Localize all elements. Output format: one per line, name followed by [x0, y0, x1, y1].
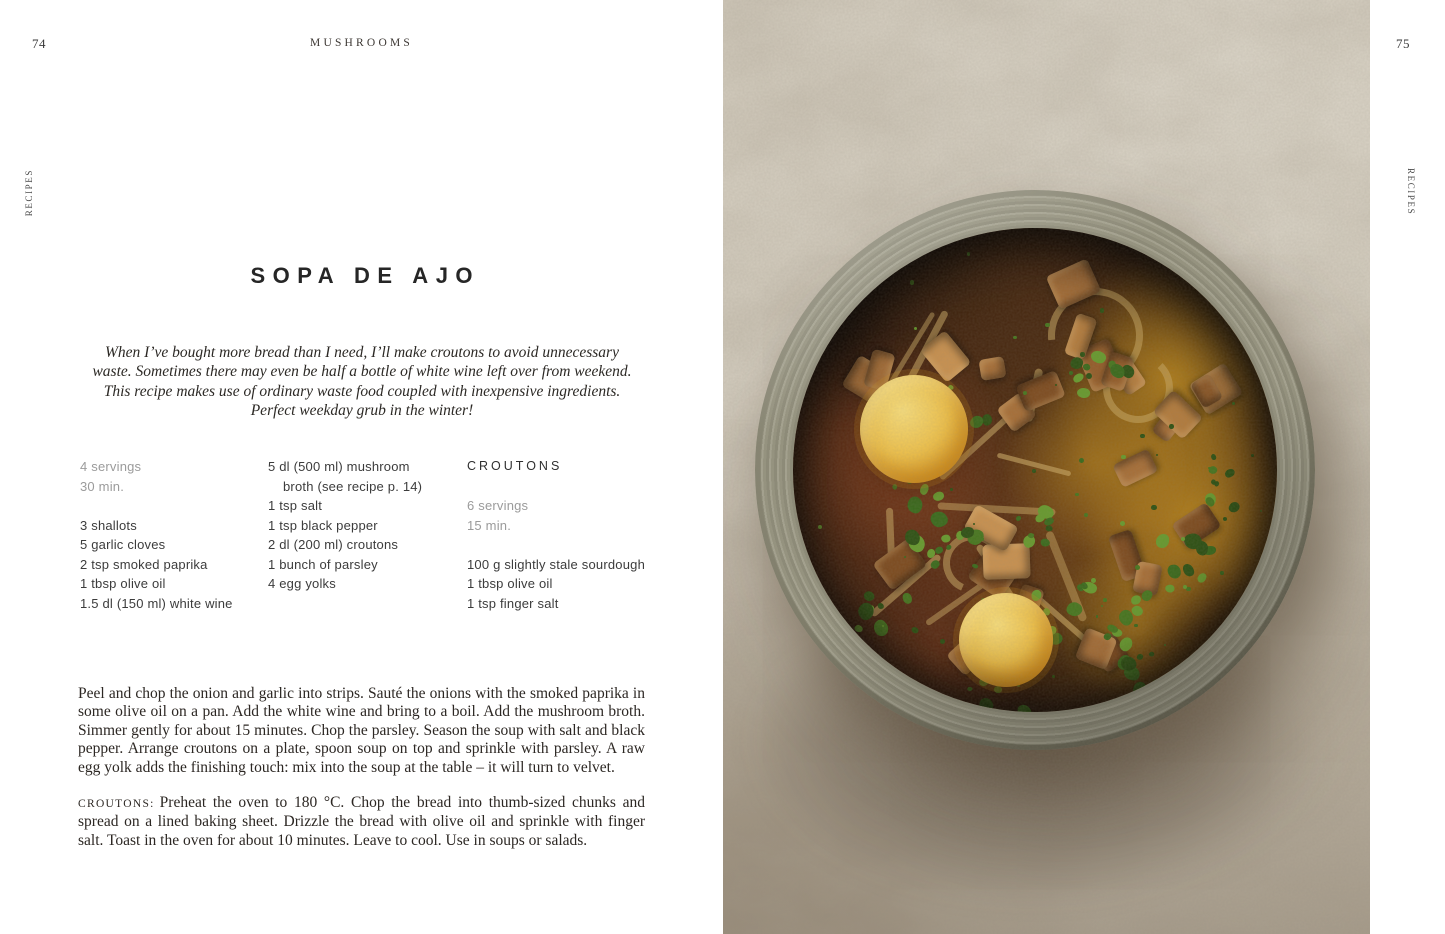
crouton [983, 544, 1031, 580]
parsley-speck [973, 523, 975, 525]
parsley [926, 548, 935, 557]
ingredient-item: 1 tsp black pepper [268, 517, 378, 533]
parsley [1151, 679, 1168, 694]
parsley-speck [1013, 336, 1016, 339]
recipe-meta: 30 min. [80, 478, 125, 494]
ingredient-item: 5 dl (500 ml) mushroom broth (see recipe p. 14) [268, 459, 423, 494]
croutons-method-label: CROUTONS: [78, 798, 155, 810]
ingredients-column-croutons [467, 457, 659, 613]
ingredient-item: 2 dl (200 ml) croutons [268, 537, 399, 552]
recipe-title: SOPA DE AJO [250, 263, 481, 288]
spacer [467, 535, 659, 555]
ingredient-item: 100 g slightly stale sourdough [467, 556, 646, 572]
ingredient-item: 3 shallots [80, 517, 137, 533]
croutons-method-text: Preheat the oven to 180 °C. Chop the bread into thumb-sized chunks and spread on a lined baking sheet. Drizzle the bread with olive oil and sprinkle with finger salt. Toast in the oven for about 10 minutes. Leave to cool. Use in soups or salads. [78, 794, 645, 849]
recipe-meta: 6 servings [467, 498, 529, 513]
croutons-method-paragraph [78, 794, 645, 850]
parsley-speck [1140, 434, 1144, 438]
ingredient-item: 5 garlic cloves [80, 537, 166, 552]
parsley-speck [1134, 624, 1137, 627]
ingredient-list [467, 555, 659, 614]
parsley-speck [1091, 578, 1096, 583]
page-number-left: 74 [32, 36, 46, 51]
running-header: MUSHROOMS [310, 37, 413, 49]
right-margin [1370, 0, 1445, 934]
recipe-meta: 4 servings [80, 459, 142, 474]
spacer [467, 477, 659, 497]
parsley-speck [1069, 371, 1073, 375]
ingredient-list [268, 457, 432, 594]
crouton [979, 356, 1007, 381]
parsley [960, 526, 974, 537]
parsley-speck [1208, 467, 1210, 469]
ceramic-bowl [755, 190, 1315, 750]
parsley-speck [1100, 308, 1104, 312]
egg-yolk [860, 375, 968, 483]
ingredients-column-soup-right [268, 457, 432, 594]
soup-surface [793, 228, 1277, 712]
parsley-speck [1156, 454, 1158, 456]
parsley-speck [1169, 424, 1174, 429]
recipe-meta-list [80, 457, 262, 496]
ingredients-column-soup-left [80, 457, 262, 613]
parsley-speck [1086, 373, 1092, 379]
parsley-speck [1135, 565, 1140, 570]
parsley-speck [1103, 598, 1107, 602]
side-label-recipes-left: RECIPES [24, 169, 34, 217]
method-paragraph: Peel and chop the onion and garlic into strips. Sauté the onions with the smoked paprika in some olive oil on a pan. Add the white wine and bring to a boil. Add the mushroom broth. Simmer gently for about 15 minutes. Chop the parsley. Season the soup with salt and black pepper. Arrange croutons on a plate, spoon soup on top and sprinkle with parsley. A raw egg yolk adds the finishing touch: mix into the soup at the table – it will turn to velvet. [78, 685, 645, 776]
spacer [80, 496, 262, 516]
egg-yolk [959, 593, 1053, 687]
ingredient-item: 1 bunch of parsley [268, 556, 378, 572]
ingredient-item: 1 tbsp olive oil [467, 576, 553, 591]
parsley-speck [1121, 455, 1125, 459]
ingredient-item: 1 tbsp olive oil [80, 576, 166, 591]
parsley-speck [1052, 675, 1055, 678]
parsley-speck [1220, 571, 1223, 574]
parsley-speck [1186, 587, 1190, 591]
ingredient-item: 1 tsp finger salt [467, 595, 559, 611]
parsley-speck [950, 488, 953, 491]
parsley-speck [1032, 469, 1036, 473]
ingredient-item: 1 tsp salt [268, 498, 323, 513]
parsley-speck [914, 327, 917, 330]
parsley [1015, 516, 1021, 521]
recipe-intro: When I’ve bought more bread than I need, I’ll make croutons to avoid unnecessary waste. Sometimes there may even be half a bottle of white wine left over from weekend. This recipe makes use of ordinary waste food coupled with inexpensive ingredients. Perfect weekday grub in the winter! [92, 344, 632, 419]
ingredient-item: 4 egg yolks [268, 576, 336, 591]
soup-photo [723, 0, 1370, 934]
page-number-right: 75 [1396, 36, 1410, 51]
ingredient-item: 1.5 dl (150 ml) white wine [80, 595, 233, 611]
side-label-recipes-right: RECIPES [1406, 168, 1416, 216]
ingredient-item: 2 tsp smoked paprika [80, 556, 208, 572]
parsley-speck [1080, 352, 1084, 356]
croutons-heading: CROUTONS [467, 459, 563, 473]
parsley-speck [910, 280, 915, 285]
parsley-speck [1079, 458, 1084, 463]
ingredient-list [80, 516, 262, 614]
parsley-speck [1023, 391, 1027, 395]
recipe-meta: 15 min. [467, 517, 512, 533]
recipe-meta-list [467, 496, 659, 535]
